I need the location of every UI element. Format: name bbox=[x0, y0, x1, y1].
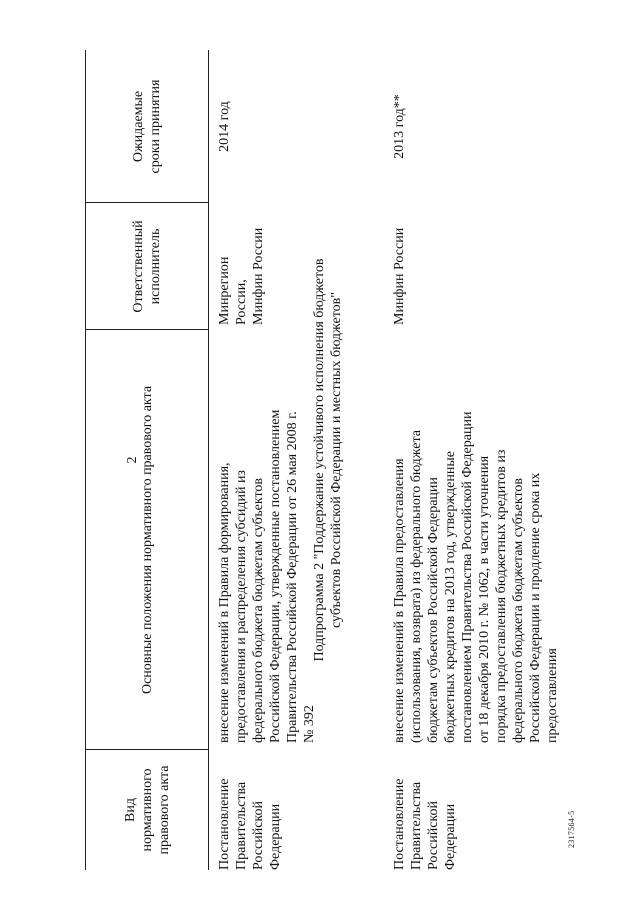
row-1-provisions: внесение изменений в Правила формирования, предоставления и распределения субсидий из федерального бюджета бюджетам субъектов Российской Федерации, утвержденные постановлением Правительства Российской Федерации от 26 мая 2008 г. № 392 bbox=[217, 409, 317, 743]
header-bottom-line bbox=[208, 50, 209, 870]
row-2-deadline: 2013 год** bbox=[392, 94, 407, 159]
row-2-responsible: Минфин России bbox=[392, 227, 407, 325]
header-responsible: Ответственный исполнитель bbox=[131, 220, 163, 313]
row-1-responsible: Минрегион России, Минфин России bbox=[217, 227, 266, 325]
document-code: 2317564-5 bbox=[567, 810, 576, 848]
page-number: 2 bbox=[125, 456, 140, 464]
rotated-page bbox=[55, 50, 615, 870]
row-1-deadline: 2014 год bbox=[217, 101, 232, 152]
header-act-type: Вид нормативного правового акта bbox=[122, 765, 172, 855]
row-2-provisions: внесение изменений в Правила предоставления (использования, возврата) из федерального бюджета бюджетам субъектов Российской Федерации бюджетных кредитов на 2013 год, утвержденные постановлением Правительства Российской Федерации от 18 декабря 2010 г. № 1062, в части уточнения порядка предоставления бюджетных кредитов из федерального бюджета бюджетам субъектов Российской Федерации и продление срока их предоставления bbox=[392, 411, 560, 743]
row-2-act-type: Постановление Правительства Российской Федерации bbox=[392, 778, 458, 870]
regulatory-acts-table bbox=[85, 50, 616, 870]
subprogram-heading: Подпрограмма 2 "Поддержание устойчивого исполнения бюджетов субъектов Российской Федерации и местных бюджетов" bbox=[312, 258, 344, 662]
header-deadline: Ожидаемые сроки принятия bbox=[131, 79, 163, 174]
header-provisions: Основные положения нормативного правового акта bbox=[139, 385, 155, 695]
row-1-act-type: Постановление Правительства Российской Федерации bbox=[217, 778, 283, 870]
